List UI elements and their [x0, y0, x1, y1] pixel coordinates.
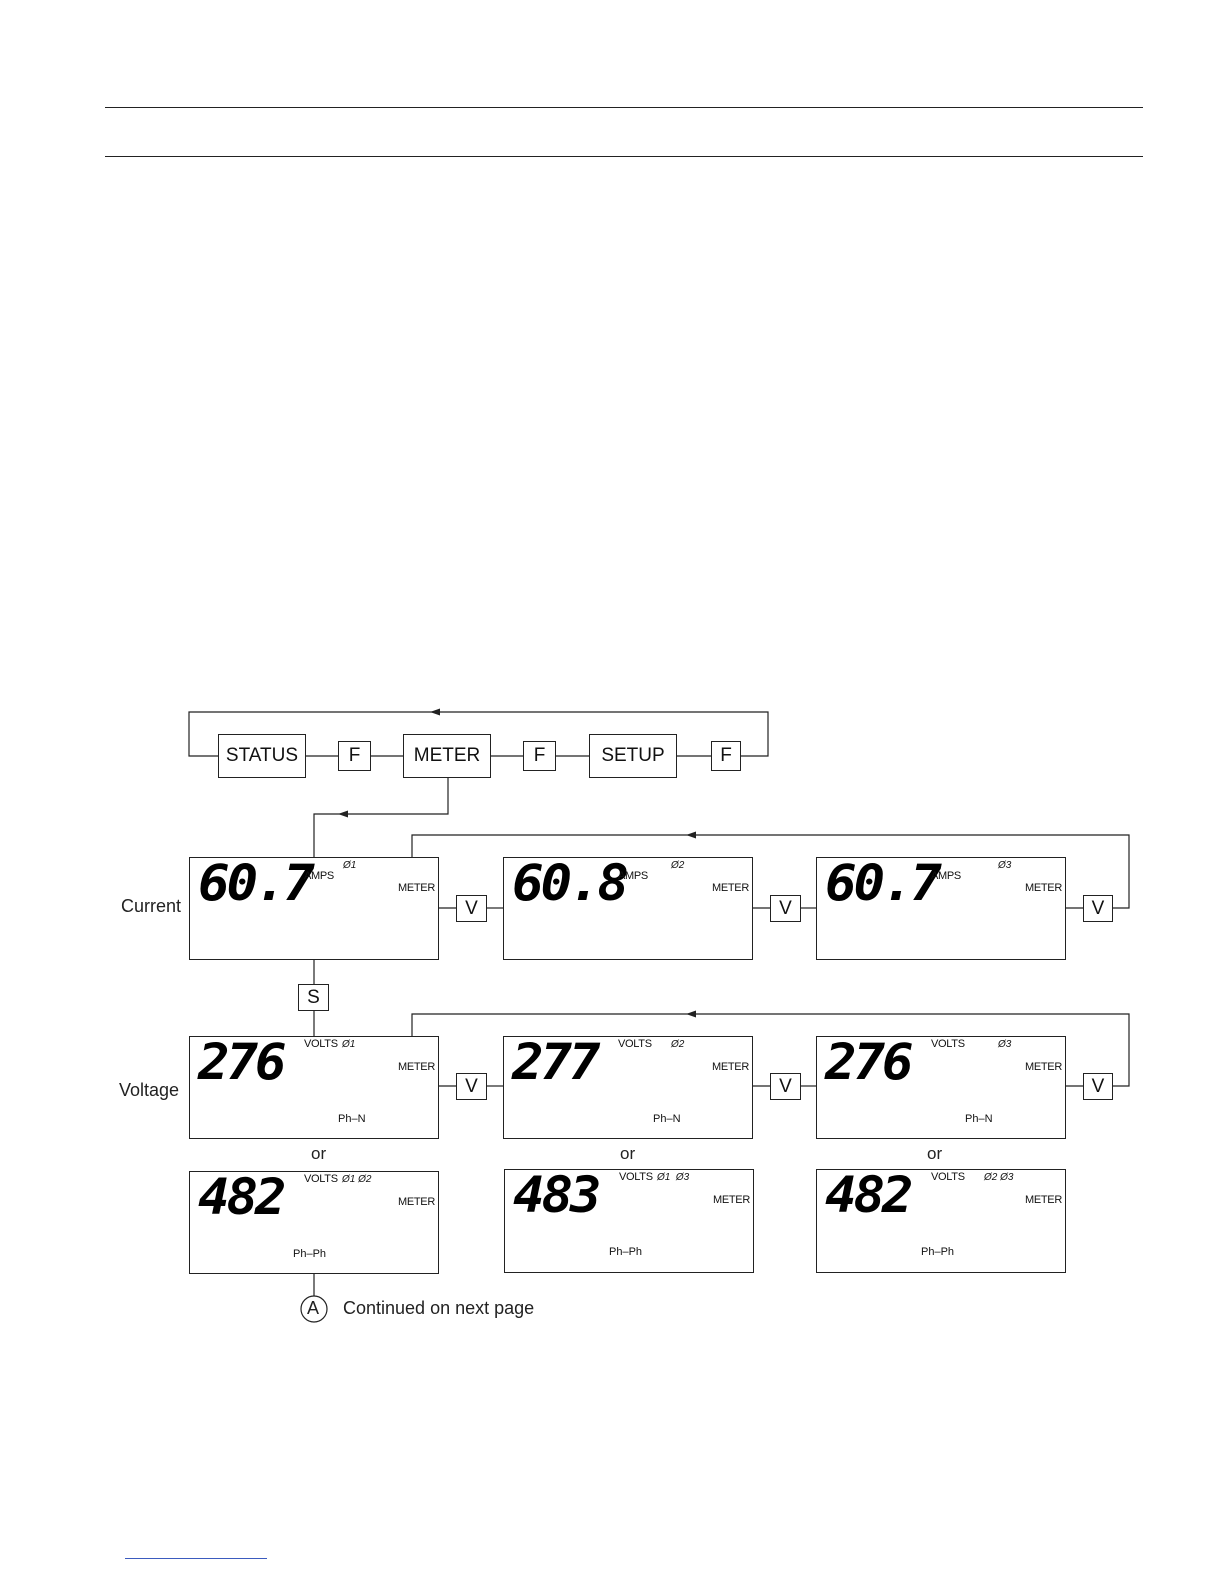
lcd-unit: AMPS: [931, 870, 961, 882]
lcd-unit: VOLTS: [619, 1171, 653, 1183]
lcd-value: 60.7: [825, 854, 939, 912]
or-label: or: [927, 1144, 943, 1163]
lcd-phase: Ø1 Ø3: [657, 1172, 690, 1183]
select-key[interactable]: S: [298, 984, 329, 1011]
lcd-unit: AMPS: [618, 870, 648, 882]
or-label: or: [311, 1144, 327, 1163]
value-key[interactable]: V: [1083, 895, 1113, 922]
lcd-value: 276: [825, 1033, 911, 1091]
lcd-unit: VOLTS: [931, 1038, 965, 1050]
lcd-mode: METER: [1024, 882, 1062, 894]
lcd-connection: Ph–Ph: [921, 1246, 955, 1258]
lcd-mode: METER: [711, 882, 749, 894]
lcd-connection: Ph–N: [338, 1113, 366, 1125]
lcd-voltage-phn-2: [503, 1033, 753, 1139]
lcd-value: 482: [198, 1168, 284, 1226]
continuation-marker: A: [307, 1298, 320, 1318]
lcd-connection: Ph–N: [965, 1113, 993, 1125]
lcd-value: 277: [512, 1033, 598, 1091]
value-key[interactable]: V: [770, 895, 801, 922]
lcd-unit: VOLTS: [304, 1173, 338, 1185]
function-key-3[interactable]: F: [711, 741, 741, 771]
setup-mode-box[interactable]: SETUP: [589, 734, 677, 778]
lcd-phase: Ø2 Ø3: [984, 1172, 1014, 1183]
lcd-unit: VOLTS: [931, 1171, 965, 1183]
current-loop-arrow-icon: [686, 832, 696, 839]
lcd-voltage-phn-3: [816, 1033, 1066, 1139]
or-label: or: [620, 1144, 636, 1163]
lcd-value: 60.7: [198, 854, 312, 912]
lcd-mode: METER: [712, 1194, 750, 1206]
lcd-value: 483: [513, 1166, 599, 1224]
footer-link-underline: [125, 1558, 267, 1559]
lcd-phase: Ø2: [671, 860, 685, 871]
lcd-mode: METER: [1024, 1061, 1062, 1073]
lcd-current-phase-1: [189, 854, 439, 960]
meter-to-current-line: [314, 778, 448, 857]
lcd-current-phase-2: [503, 854, 753, 960]
value-key[interactable]: V: [456, 1073, 487, 1100]
meter-to-current-arrow-icon: [338, 811, 348, 818]
function-key-1[interactable]: F: [338, 741, 371, 771]
lcd-phase: Ø1: [343, 860, 357, 871]
lcd-mode: METER: [1024, 1194, 1062, 1206]
lcd-phase: Ø2: [671, 1039, 685, 1050]
lcd-voltage-phn-1: [189, 1033, 439, 1139]
lcd-value: 482: [825, 1166, 911, 1224]
lcd-current-phase-3: [816, 854, 1066, 960]
mode-loop-arrow-icon: [430, 709, 440, 716]
lcd-phase: Ø3: [998, 1039, 1012, 1050]
meter-mode-box[interactable]: METER: [403, 734, 491, 778]
lcd-mode: METER: [711, 1061, 749, 1073]
lcd-unit: VOLTS: [618, 1038, 652, 1050]
voltage-loop-arrow-icon: [686, 1011, 696, 1018]
lcd-phase: Ø1: [342, 1039, 356, 1050]
value-key[interactable]: V: [770, 1073, 801, 1100]
lcd-value: 60.8: [512, 854, 626, 912]
value-key[interactable]: V: [1083, 1073, 1113, 1100]
lcd-connection: Ph–N: [653, 1113, 681, 1125]
function-key-2[interactable]: F: [523, 741, 556, 771]
lcd-voltage-phph-2: [504, 1166, 754, 1273]
lcd-value: 276: [198, 1033, 284, 1091]
lcd-unit: VOLTS: [304, 1038, 338, 1050]
lcd-unit: AMPS: [304, 870, 334, 882]
lcd-connection: Ph–Ph: [293, 1248, 327, 1260]
lcd-voltage-phph-1: [189, 1168, 439, 1274]
lcd-connection: Ph–Ph: [609, 1246, 643, 1258]
lcd-mode: METER: [397, 1196, 435, 1208]
value-key[interactable]: V: [456, 895, 487, 922]
lcd-voltage-phph-3: [816, 1166, 1066, 1273]
continuation-text: Continued on next page: [343, 1298, 535, 1318]
lcd-mode: METER: [397, 882, 435, 894]
current-row-label: Current: [121, 896, 182, 916]
lcd-phase: Ø3: [998, 860, 1012, 871]
lcd-phase: Ø1 Ø2: [342, 1174, 372, 1185]
voltage-row-label: Voltage: [119, 1080, 180, 1100]
status-mode-box[interactable]: STATUS: [218, 734, 306, 778]
lcd-mode: METER: [397, 1061, 435, 1073]
